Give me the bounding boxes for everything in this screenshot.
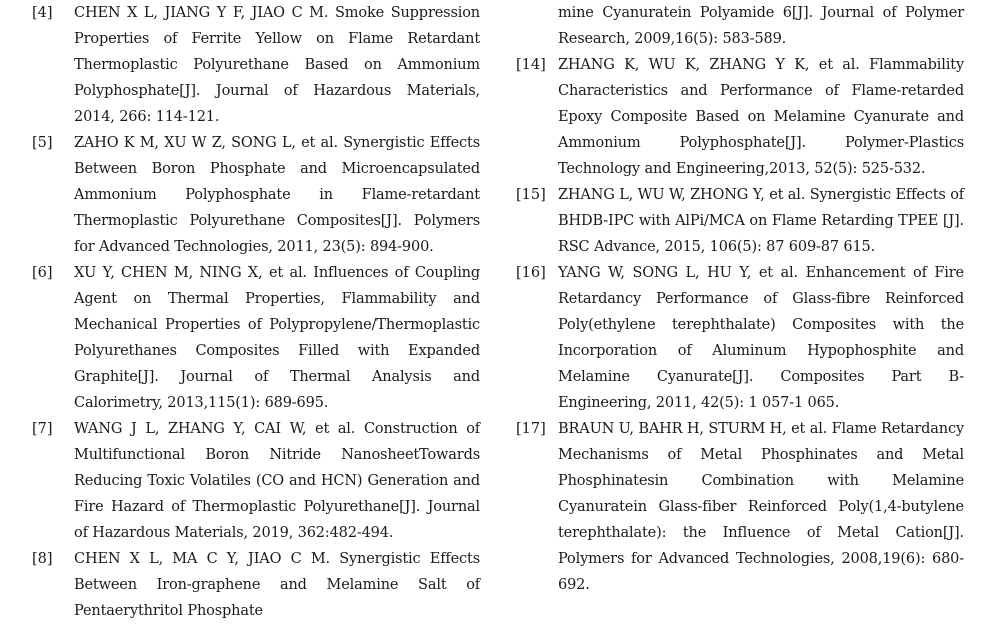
reference-item: [32, 130, 480, 260]
reference-item: [516, 416, 964, 598]
reference-text: mine Cyanuratein Polyamide 6[J]. Journal of Polymer Research, 2009,16(5): 583-589.: [558, 5, 964, 47]
reference-text: ZHANG K, WU K, ZHANG Y K, et al. Flammability Characteristics and Performance of Flame-retarded Epoxy Composite Based on Melamine Cyanurate and Ammonium Polyphosphate[J]. Polymer-Plastics Technology and Engineering,2013, 52(5): 525-532.: [558, 57, 964, 177]
reference-number: [8]: [32, 551, 53, 567]
reference-text: XU Y, CHEN M, NING X, et al. Influences of Coupling Agent on Thermal Properties, Flammability and Mechanical Properties of Polypropylene/Thermoplastic Polyurethanes Composites Filled with Expanded Graphite[J]. Journal of Thermal Analysis and Calorimetry, 2013,115(1): 689-695.: [74, 265, 480, 411]
reference-text: WANG J L, ZHANG Y, CAI W, et al. Construction of Multifunctional Boron Nitride NanosheetTowards Reducing Toxic Volatiles (CO and HCN) Generation and Fire Hazard of Thermoplastic Polyurethane[J]. Journal of Hazardous Materials, 2019, 362:482-494.: [74, 421, 480, 541]
reference-column-left: [32, 0, 480, 624]
reference-item: [32, 260, 480, 416]
reference-text: YANG W, SONG L, HU Y, et al. Enhancement of Fire Retardancy Performance of Glass-fibre Reinforced Poly(ethylene terephthalate) Composites with the Incorporation of Aluminum Hypophosphite and Melamine Cyanurate[J]. Composites Part B-Engineering, 2011, 42(5): 1 057-1 065.: [558, 265, 964, 411]
reference-number: [15]: [516, 187, 546, 203]
reference-item: [516, 182, 964, 260]
reference-item: [516, 260, 964, 416]
reference-text: ZAHO K M, XU W Z, SONG L, et al. Synergistic Effects Between Boron Phosphate and Microencapsulated Ammonium Polyphosphate in Flame-retardant Thermoplastic Polyurethane Composites[J]. Polymers for Advanced Technologies, 2011, 23(5): 894-900.: [74, 135, 480, 255]
reference-number: [4]: [32, 5, 53, 21]
reference-column-right: [516, 0, 964, 598]
reference-item: [32, 0, 480, 130]
reference-text: CHEN X L, JIANG Y F, JIAO C M. Smoke Suppression Properties of Ferrite Yellow on Flame Retardant Thermoplastic Polyurethane Based on Ammonium Polyphosphate[J]. Journal of Hazardous Materials, 2014, 266: 114-121.: [74, 5, 480, 125]
reference-item: [516, 52, 964, 182]
reference-text: BRAUN U, BAHR H, STURM H, et al. Flame Retardancy Mechanisms of Metal Phosphinates and Metal Phosphinatesin Combination with Melamine Cyanuratein Glass-fiber Reinforced Poly(1,4-butylene terephthalate): the Influence of Metal Cation[J]. Polymers for Advanced Technologies, 2008,19(6): 680-692.: [558, 421, 964, 593]
reference-number: [6]: [32, 265, 53, 281]
reference-text: ZHANG L, WU W, ZHONG Y, et al. Synergistic Effects of BHDB-IPC with AlPi/MCA on Flame Retarding TPEE [J]. RSC Advance, 2015, 106(5): 87 609-87 615.: [558, 187, 964, 255]
reference-text: CHEN X L, MA C Y, JIAO C M. Synergistic Effects Between Iron-graphene and Melamine Salt of Pentaerythritol Phosphate: [74, 551, 480, 619]
reference-item-continued: [516, 0, 964, 52]
reference-number: [7]: [32, 421, 53, 437]
reference-number: [16]: [516, 265, 546, 281]
reference-number: [14]: [516, 57, 546, 73]
reference-number: [17]: [516, 421, 546, 437]
reference-number: [5]: [32, 135, 53, 151]
reference-item: [32, 546, 480, 624]
reference-item: [32, 416, 480, 546]
